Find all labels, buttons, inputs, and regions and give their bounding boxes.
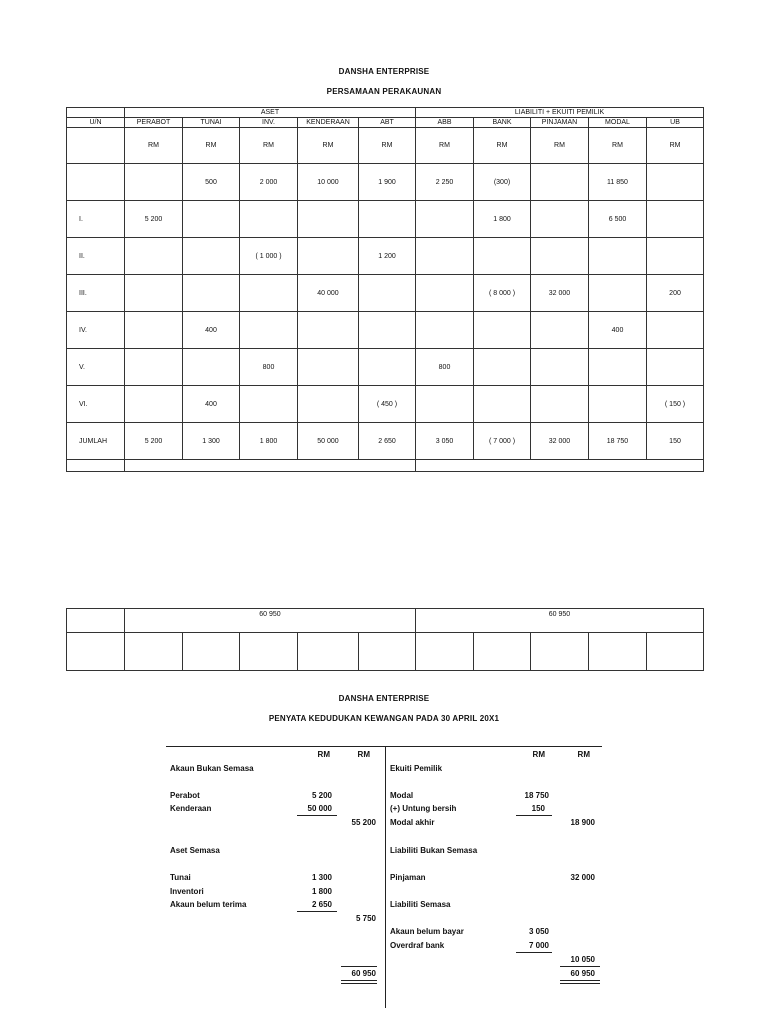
double-underline bbox=[341, 980, 377, 981]
label-overdraf-bank: Overdraf bank bbox=[390, 941, 445, 950]
value-right-grand-total: 60 950 bbox=[570, 969, 595, 978]
cell: 2 650 bbox=[359, 423, 416, 460]
underline bbox=[341, 966, 377, 967]
cell: 150 bbox=[647, 423, 704, 460]
value-kenderaan: 50 000 bbox=[307, 804, 332, 813]
value-overdraf-bank: 7 000 bbox=[528, 941, 549, 950]
value-tunai: 1 300 bbox=[311, 873, 332, 882]
cell: 5 200 bbox=[125, 423, 183, 460]
rm-header: RM bbox=[357, 750, 370, 759]
cell: RM bbox=[531, 128, 589, 164]
rm-header: RM bbox=[317, 750, 330, 759]
rm-header: RM bbox=[532, 750, 545, 759]
company-name: DANSHA ENTERPRISE bbox=[338, 67, 430, 76]
col-header: TUNAI bbox=[183, 118, 240, 128]
value-ca-total: 5 750 bbox=[355, 914, 376, 923]
col-header: INV. bbox=[240, 118, 298, 128]
col-header: PINJAMAN bbox=[531, 118, 589, 128]
cell: 2 250 bbox=[416, 164, 474, 201]
cell: RM bbox=[359, 128, 416, 164]
cell: 18 750 bbox=[589, 423, 647, 460]
cell: RM bbox=[416, 128, 474, 164]
row-label: IV. bbox=[67, 312, 125, 349]
cell: RM bbox=[298, 128, 359, 164]
liabiliti-total: 60 950 bbox=[416, 609, 704, 633]
value-untung-bersih: 150 bbox=[531, 804, 545, 813]
cell: 1 800 bbox=[240, 423, 298, 460]
cell: RM bbox=[647, 128, 704, 164]
value-pinjaman: 32 000 bbox=[570, 873, 595, 882]
row-label: VI. bbox=[67, 386, 125, 423]
double-underline bbox=[341, 983, 377, 984]
row-label: III. bbox=[67, 275, 125, 312]
label-modal-akhir: Modal akhir bbox=[390, 818, 435, 827]
cell: ( 150 ) bbox=[647, 386, 704, 423]
underline bbox=[516, 952, 552, 953]
label-untung-bersih: (+) Untung bersih bbox=[390, 804, 457, 813]
cell: 32 000 bbox=[531, 275, 589, 312]
cell: 1 300 bbox=[183, 423, 240, 460]
row-label: V. bbox=[67, 349, 125, 386]
label-kenderaan: Kenderaan bbox=[170, 804, 212, 813]
sofp-company-name: DANSHA ENTERPRISE bbox=[338, 694, 430, 703]
cl-heading: Liabiliti Semasa bbox=[390, 900, 451, 909]
ncl-heading: Liabiliti Bukan Semasa bbox=[390, 846, 478, 855]
cell: 40 000 bbox=[298, 275, 359, 312]
value-akaun-belum-terima: 2 650 bbox=[311, 900, 332, 909]
cell: 50 000 bbox=[298, 423, 359, 460]
sofp-title: PENYATA KEDUDUKAN KEWANGAN PADA 30 APRIL 20X1 bbox=[268, 714, 500, 723]
group-header-liabiliti: LIABILITI + EKUITI PEMILIK bbox=[416, 108, 704, 118]
col-header: ABT bbox=[359, 118, 416, 128]
double-underline bbox=[560, 980, 600, 981]
value-akaun-belum-bayar: 3 050 bbox=[528, 927, 549, 936]
aset-total: 60 950 bbox=[125, 609, 416, 633]
double-underline bbox=[560, 983, 600, 984]
col-header: PERABOT bbox=[125, 118, 183, 128]
cell: 800 bbox=[416, 349, 474, 386]
underline bbox=[297, 815, 337, 816]
cell: 3 050 bbox=[416, 423, 474, 460]
cell: 6 500 bbox=[589, 201, 647, 238]
label-perabot: Perabot bbox=[170, 791, 200, 800]
label-modal: Modal bbox=[390, 791, 414, 800]
value-inventori: 1 800 bbox=[311, 887, 332, 896]
cell: 1 800 bbox=[474, 201, 531, 238]
row-label: I. bbox=[67, 201, 125, 238]
col-header: ABB bbox=[416, 118, 474, 128]
cell: RM bbox=[183, 128, 240, 164]
cell: (300) bbox=[474, 164, 531, 201]
cell: 1 900 bbox=[359, 164, 416, 201]
underline bbox=[560, 966, 600, 967]
row-label: JUMLAH bbox=[67, 423, 125, 460]
row-label: II. bbox=[67, 238, 125, 275]
cell: RM bbox=[474, 128, 531, 164]
col-header: BANK bbox=[474, 118, 531, 128]
value-perabot: 5 200 bbox=[311, 791, 332, 800]
equation-title: PERSAMAAN PERAKAUNAN bbox=[326, 87, 442, 96]
cell: ( 450 ) bbox=[359, 386, 416, 423]
cell: 800 bbox=[240, 349, 298, 386]
col-header: MODAL bbox=[589, 118, 647, 128]
cell: 32 000 bbox=[531, 423, 589, 460]
cell: 1 200 bbox=[359, 238, 416, 275]
col-header: KENDERAAN bbox=[298, 118, 359, 128]
rm-header: RM bbox=[577, 750, 590, 759]
group-header-aset: ASET bbox=[125, 108, 416, 118]
cell: ( 8 000 ) bbox=[474, 275, 531, 312]
ca-heading: Aset Semasa bbox=[170, 846, 220, 855]
sofp-top-rule bbox=[166, 746, 602, 747]
nca-heading: Akaun Bukan Semasa bbox=[170, 764, 254, 773]
cell: 2 000 bbox=[240, 164, 298, 201]
label-pinjaman: Pinjaman bbox=[390, 873, 426, 882]
cell: 5 200 bbox=[125, 201, 183, 238]
sofp-center-rule bbox=[385, 746, 386, 1008]
cell: ( 7 000 ) bbox=[474, 423, 531, 460]
cell: RM bbox=[240, 128, 298, 164]
value-cl-total: 10 050 bbox=[570, 955, 595, 964]
value-modal-akhir: 18 900 bbox=[570, 818, 595, 827]
cell: 500 bbox=[183, 164, 240, 201]
cell: RM bbox=[125, 128, 183, 164]
cell: 400 bbox=[589, 312, 647, 349]
label-tunai: Tunai bbox=[170, 873, 191, 882]
cell: RM bbox=[589, 128, 647, 164]
label-akaun-belum-terima: Akaun belum terima bbox=[170, 900, 247, 909]
value-nca-total: 55 200 bbox=[351, 818, 376, 827]
label-inventori: Inventori bbox=[170, 887, 204, 896]
cell: 200 bbox=[647, 275, 704, 312]
equity-heading: Ekuiti Pemilik bbox=[390, 764, 443, 773]
cell: 400 bbox=[183, 312, 240, 349]
cell: 400 bbox=[183, 386, 240, 423]
col-header: U/N bbox=[67, 118, 125, 128]
underline bbox=[297, 911, 337, 912]
underline bbox=[516, 815, 552, 816]
cell: 10 000 bbox=[298, 164, 359, 201]
label-akaun-belum-bayar: Akaun belum bayar bbox=[390, 927, 464, 936]
cell: ( 1 000 ) bbox=[240, 238, 298, 275]
cell: 11 850 bbox=[589, 164, 647, 201]
value-left-grand-total: 60 950 bbox=[351, 969, 376, 978]
col-header: UB bbox=[647, 118, 704, 128]
value-modal: 18 750 bbox=[524, 791, 549, 800]
